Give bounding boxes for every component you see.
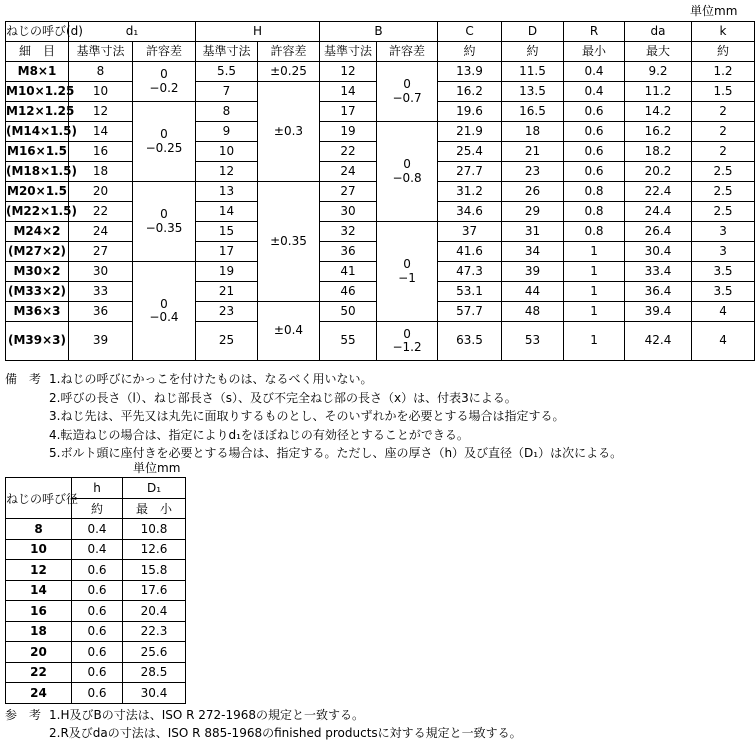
ref-1: 1.H及びBの寸法は、ISO R 272-1968の規定と一致する。 [49,708,365,722]
B-basic: 17 [320,102,377,122]
C-value: 47.3 [438,262,502,282]
washer-D1: 22.3 [123,621,186,642]
d1-tolerance-lower: −0.4 [149,310,179,324]
D-value: 26 [502,182,564,202]
R-value: 0.6 [564,162,625,182]
B-tolerance [377,122,438,222]
note-5: 5.ボルト頭に座付きを必要とする場合は、指定する。ただし、座の厚さ（h）及び直径（D₁）は次による。 [49,446,623,460]
table-row [6,621,186,642]
washer-size: 18 [6,621,72,642]
table-row [6,601,186,622]
B-tolerance-upper: 0 [403,326,411,341]
k-value: 1.5 [692,82,755,102]
H-tolerance: ±0.35 [258,182,320,302]
thread-size: (M27×2) [6,242,69,262]
note-1: 1.ねじの呼びにかっこを付けたものは、なるべく用いない。 [49,372,373,386]
d1-tolerance [133,102,196,182]
k-value: 2 [692,122,755,142]
B-tolerance [377,62,438,122]
thread-size: M8×1 [6,62,69,82]
k-value: 3 [692,222,755,242]
B-basic: 22 [320,142,377,162]
C-value: 27.7 [438,162,502,182]
d1-basic: 39 [69,322,133,361]
washer-size: 20 [6,642,72,663]
header-D: D [502,22,564,42]
thread-size: (M18×1.5) [6,162,69,182]
table-row [6,222,755,242]
header-fine: 細 目 [6,42,69,62]
B-basic: 50 [320,302,377,322]
da-value: 20.2 [625,162,692,182]
d1-tolerance-lower: −0.35 [145,220,183,235]
da-value: 36.4 [625,282,692,302]
thread-size: M24×2 [6,222,69,242]
d1-tolerance-upper: 0 [160,207,168,222]
table-row [6,519,186,540]
header-da-max: 最大 [625,42,692,62]
B-tolerance-lower: −0.8 [392,170,422,185]
da-value: 24.4 [625,202,692,222]
H-basic: 25 [196,322,258,361]
D-value: 48 [502,302,564,322]
washer-size: 10 [6,539,72,560]
table-row [6,560,186,581]
header-R-min: 最小 [564,42,625,62]
C-value: 31.2 [438,182,502,202]
da-value: 33.4 [625,262,692,282]
header-d1-basic: 基準寸法 [69,42,133,62]
B-basic: 12 [320,62,377,82]
thread-size: M20×1.5 [6,182,69,202]
D-value: 34 [502,242,564,262]
d1-tolerance [133,262,196,361]
da-value: 22.4 [625,182,692,202]
da-value: 11.2 [625,82,692,102]
D-value: 31 [502,222,564,242]
note-4: 4.転造ねじの場合は、指定によりd₁をほぼねじの有効径とすることができる。 [49,427,469,442]
header-k: k [692,22,755,42]
B-tolerance-lower: −1.2 [392,340,422,354]
header-da: da [625,22,692,42]
dimension-table [5,21,755,361]
washer-h: 0.6 [72,560,123,581]
header-d1: d₁ [69,22,196,42]
header-C-approx: 約 [438,42,502,62]
washer-h: 0.4 [72,519,123,540]
notes [5,370,622,463]
k-value: 2.5 [692,202,755,222]
C-value: 16.2 [438,82,502,102]
da-value: 16.2 [625,122,692,142]
R-value: 0.6 [564,102,625,122]
C-value: 63.5 [438,322,502,361]
C-value: 57.7 [438,302,502,322]
k-value: 4 [692,302,755,322]
header-H: H [196,22,320,42]
H-basic: 13 [196,182,258,202]
sub-header-D1-min: 最 小 [123,498,186,519]
d1-basic: 33 [69,282,133,302]
B-basic: 41 [320,262,377,282]
B-tolerance [377,222,438,322]
B-tolerance-upper: 0 [403,157,411,172]
C-value: 25.4 [438,142,502,162]
D-value: 23 [502,162,564,182]
header-row-1 [6,22,755,42]
d1-basic: 10 [69,82,133,102]
k-value: 3 [692,242,755,262]
H-basic: 7 [196,82,258,102]
washer-D1: 30.4 [123,683,186,704]
d1-basic: 24 [69,222,133,242]
thread-size: M16×1.5 [6,142,69,162]
header-D-approx: 約 [502,42,564,62]
table-row [6,322,755,361]
washer-D1: 25.6 [123,642,186,663]
k-value: 4 [692,322,755,361]
washer-h: 0.6 [72,601,123,622]
washer-D1: 10.8 [123,519,186,540]
R-value: 0.4 [564,82,625,102]
thread-size: (M22×1.5) [6,202,69,222]
H-basic: 23 [196,302,258,322]
H-basic: 15 [196,222,258,242]
header-row-2 [6,42,755,62]
washer-size: 12 [6,560,72,581]
d1-basic: 8 [69,62,133,82]
C-value: 21.9 [438,122,502,142]
notes-label: 備 考 [5,372,42,386]
C-value: 53.1 [438,282,502,302]
R-value: 0.6 [564,122,625,142]
H-basic: 8 [196,102,258,122]
washer-h: 0.6 [72,683,123,704]
D-value: 13.5 [502,82,564,102]
B-tolerance-lower: −1 [398,270,416,285]
d1-tolerance-lower: −0.25 [145,140,183,155]
washer-h: 0.4 [72,539,123,560]
C-value: 41.6 [438,242,502,262]
C-value: 37 [438,222,502,242]
R-value: 1 [564,282,625,302]
B-basic: 24 [320,162,377,182]
d1-tolerance-upper: 0 [160,67,168,82]
R-value: 0.8 [564,182,625,202]
H-tolerance: ±0.25 [258,62,320,82]
R-value: 1 [564,262,625,282]
table-row [6,642,186,663]
D-value: 21 [502,142,564,162]
H-basic: 21 [196,282,258,302]
table-row [6,662,186,683]
R-value: 1 [564,242,625,262]
k-value: 2 [692,142,755,162]
R-value: 1 [564,302,625,322]
H-tolerance: ±0.3 [258,82,320,182]
washer-h: 0.6 [72,621,123,642]
D-value: 16.5 [502,102,564,122]
washer-D1: 20.4 [123,601,186,622]
H-basic: 17 [196,242,258,262]
d1-basic: 22 [69,202,133,222]
k-value: 3.5 [692,262,755,282]
washer-h: 0.6 [72,662,123,683]
washer-D1: 12.6 [123,539,186,560]
B-tolerance [377,322,438,361]
D-value: 44 [502,282,564,302]
header-name: ねじの呼び(d) [6,22,69,42]
d1-tolerance-lower: −0.2 [149,80,179,95]
washer-size: 14 [6,580,72,601]
d1-basic: 30 [69,262,133,282]
header-R: R [564,22,625,42]
D-value: 11.5 [502,62,564,82]
H-basic: 10 [196,142,258,162]
d1-basic: 20 [69,182,133,202]
refs-label: 参 考 [5,708,42,722]
washer-h: 0.6 [72,580,123,601]
thread-size: M30×2 [6,262,69,282]
D-value: 53 [502,322,564,361]
C-value: 19.6 [438,102,502,122]
washer-size: 24 [6,683,72,704]
d1-tolerance [133,62,196,102]
sub-header-D1: D₁ [123,478,186,499]
note-2: 2.呼びの長さ（l）、ねじ部長さ（s）、及び不完全ねじ部の長さ（x）は、付表3による。 [49,390,517,405]
washer-D1: 15.8 [123,560,186,581]
d1-basic: 36 [69,302,133,322]
da-value: 9.2 [625,62,692,82]
R-value: 0.8 [564,222,625,242]
sub-header-name: ねじの呼び径 [6,478,72,519]
H-basic: 19 [196,262,258,282]
k-value: 2 [692,102,755,122]
D-value: 18 [502,122,564,142]
sub-unit-label: 単位mm [133,461,181,475]
header-H-tol: 許容差 [258,42,320,62]
B-basic: 27 [320,182,377,202]
C-value: 13.9 [438,62,502,82]
washer-size: 22 [6,662,72,683]
header-H-basic: 基準寸法 [196,42,258,62]
da-value: 18.2 [625,142,692,162]
unit-label: 単位mm [690,4,738,18]
washer-size: 8 [6,519,72,540]
thread-size: (M33×2) [6,282,69,302]
H-basic: 12 [196,162,258,182]
R-value: 0.6 [564,142,625,162]
references [5,706,522,742]
B-tolerance-lower: −0.7 [392,90,422,105]
table-row [6,683,186,704]
thread-size: M10×1.25 [6,82,69,102]
washer-h: 0.6 [72,642,123,663]
da-value: 30.4 [625,242,692,262]
table-row [6,539,186,560]
B-basic: 30 [320,202,377,222]
header-B-tol: 許容差 [377,42,438,62]
B-basic: 55 [320,322,377,361]
d1-basic: 14 [69,122,133,142]
B-tolerance-upper: 0 [403,257,411,272]
header-C: C [438,22,502,42]
washer-D1: 28.5 [123,662,186,683]
sub-header-row [6,478,186,499]
header-B: B [320,22,438,42]
header-d1-tol: 許容差 [133,42,196,62]
B-basic: 32 [320,222,377,242]
B-basic: 46 [320,282,377,302]
thread-size: (M39×3) [6,322,69,361]
d1-tolerance [133,182,196,262]
thread-size: M12×1.25 [6,102,69,122]
note-3: 3.ねじ先は、平先又は丸先に面取りするものとし、そのいずれかを必要とする場合は指定する。 [49,409,565,423]
R-value: 0.4 [564,62,625,82]
H-basic: 14 [196,202,258,222]
d1-basic: 12 [69,102,133,122]
H-basic: 9 [196,122,258,142]
thread-size: (M14×1.5) [6,122,69,142]
da-value: 42.4 [625,322,692,361]
d1-tolerance-upper: 0 [160,296,168,311]
d1-basic: 16 [69,142,133,162]
B-basic: 36 [320,242,377,262]
table-row [6,122,755,142]
D-value: 29 [502,202,564,222]
k-value: 3.5 [692,282,755,302]
H-tolerance: ±0.4 [258,302,320,361]
B-tolerance-upper: 0 [403,77,411,92]
da-value: 39.4 [625,302,692,322]
table-row [6,580,186,601]
thread-size: M36×3 [6,302,69,322]
k-value: 2.5 [692,182,755,202]
washer-size: 16 [6,601,72,622]
table-row [6,62,755,82]
B-basic: 14 [320,82,377,102]
d1-basic: 18 [69,162,133,182]
washer-D1: 17.6 [123,580,186,601]
d1-basic: 27 [69,242,133,262]
da-value: 14.2 [625,102,692,122]
ref-2: 2.R及びdaの寸法は、ISO R 885-1968のfinished productsに対する規定と一致する。 [49,726,522,740]
da-value: 26.4 [625,222,692,242]
sub-header-h-approx: 約 [72,498,123,519]
d1-tolerance-upper: 0 [160,127,168,142]
R-value: 1 [564,322,625,361]
k-value: 1.2 [692,62,755,82]
k-value: 2.5 [692,162,755,182]
sub-header-h: h [72,478,123,499]
C-value: 34.6 [438,202,502,222]
washer-table [5,477,186,704]
header-B-basic: 基準寸法 [320,42,377,62]
header-k-approx: 約 [692,42,755,62]
D-value: 39 [502,262,564,282]
H-basic: 5.5 [196,62,258,82]
B-basic: 19 [320,122,377,142]
R-value: 0.8 [564,202,625,222]
